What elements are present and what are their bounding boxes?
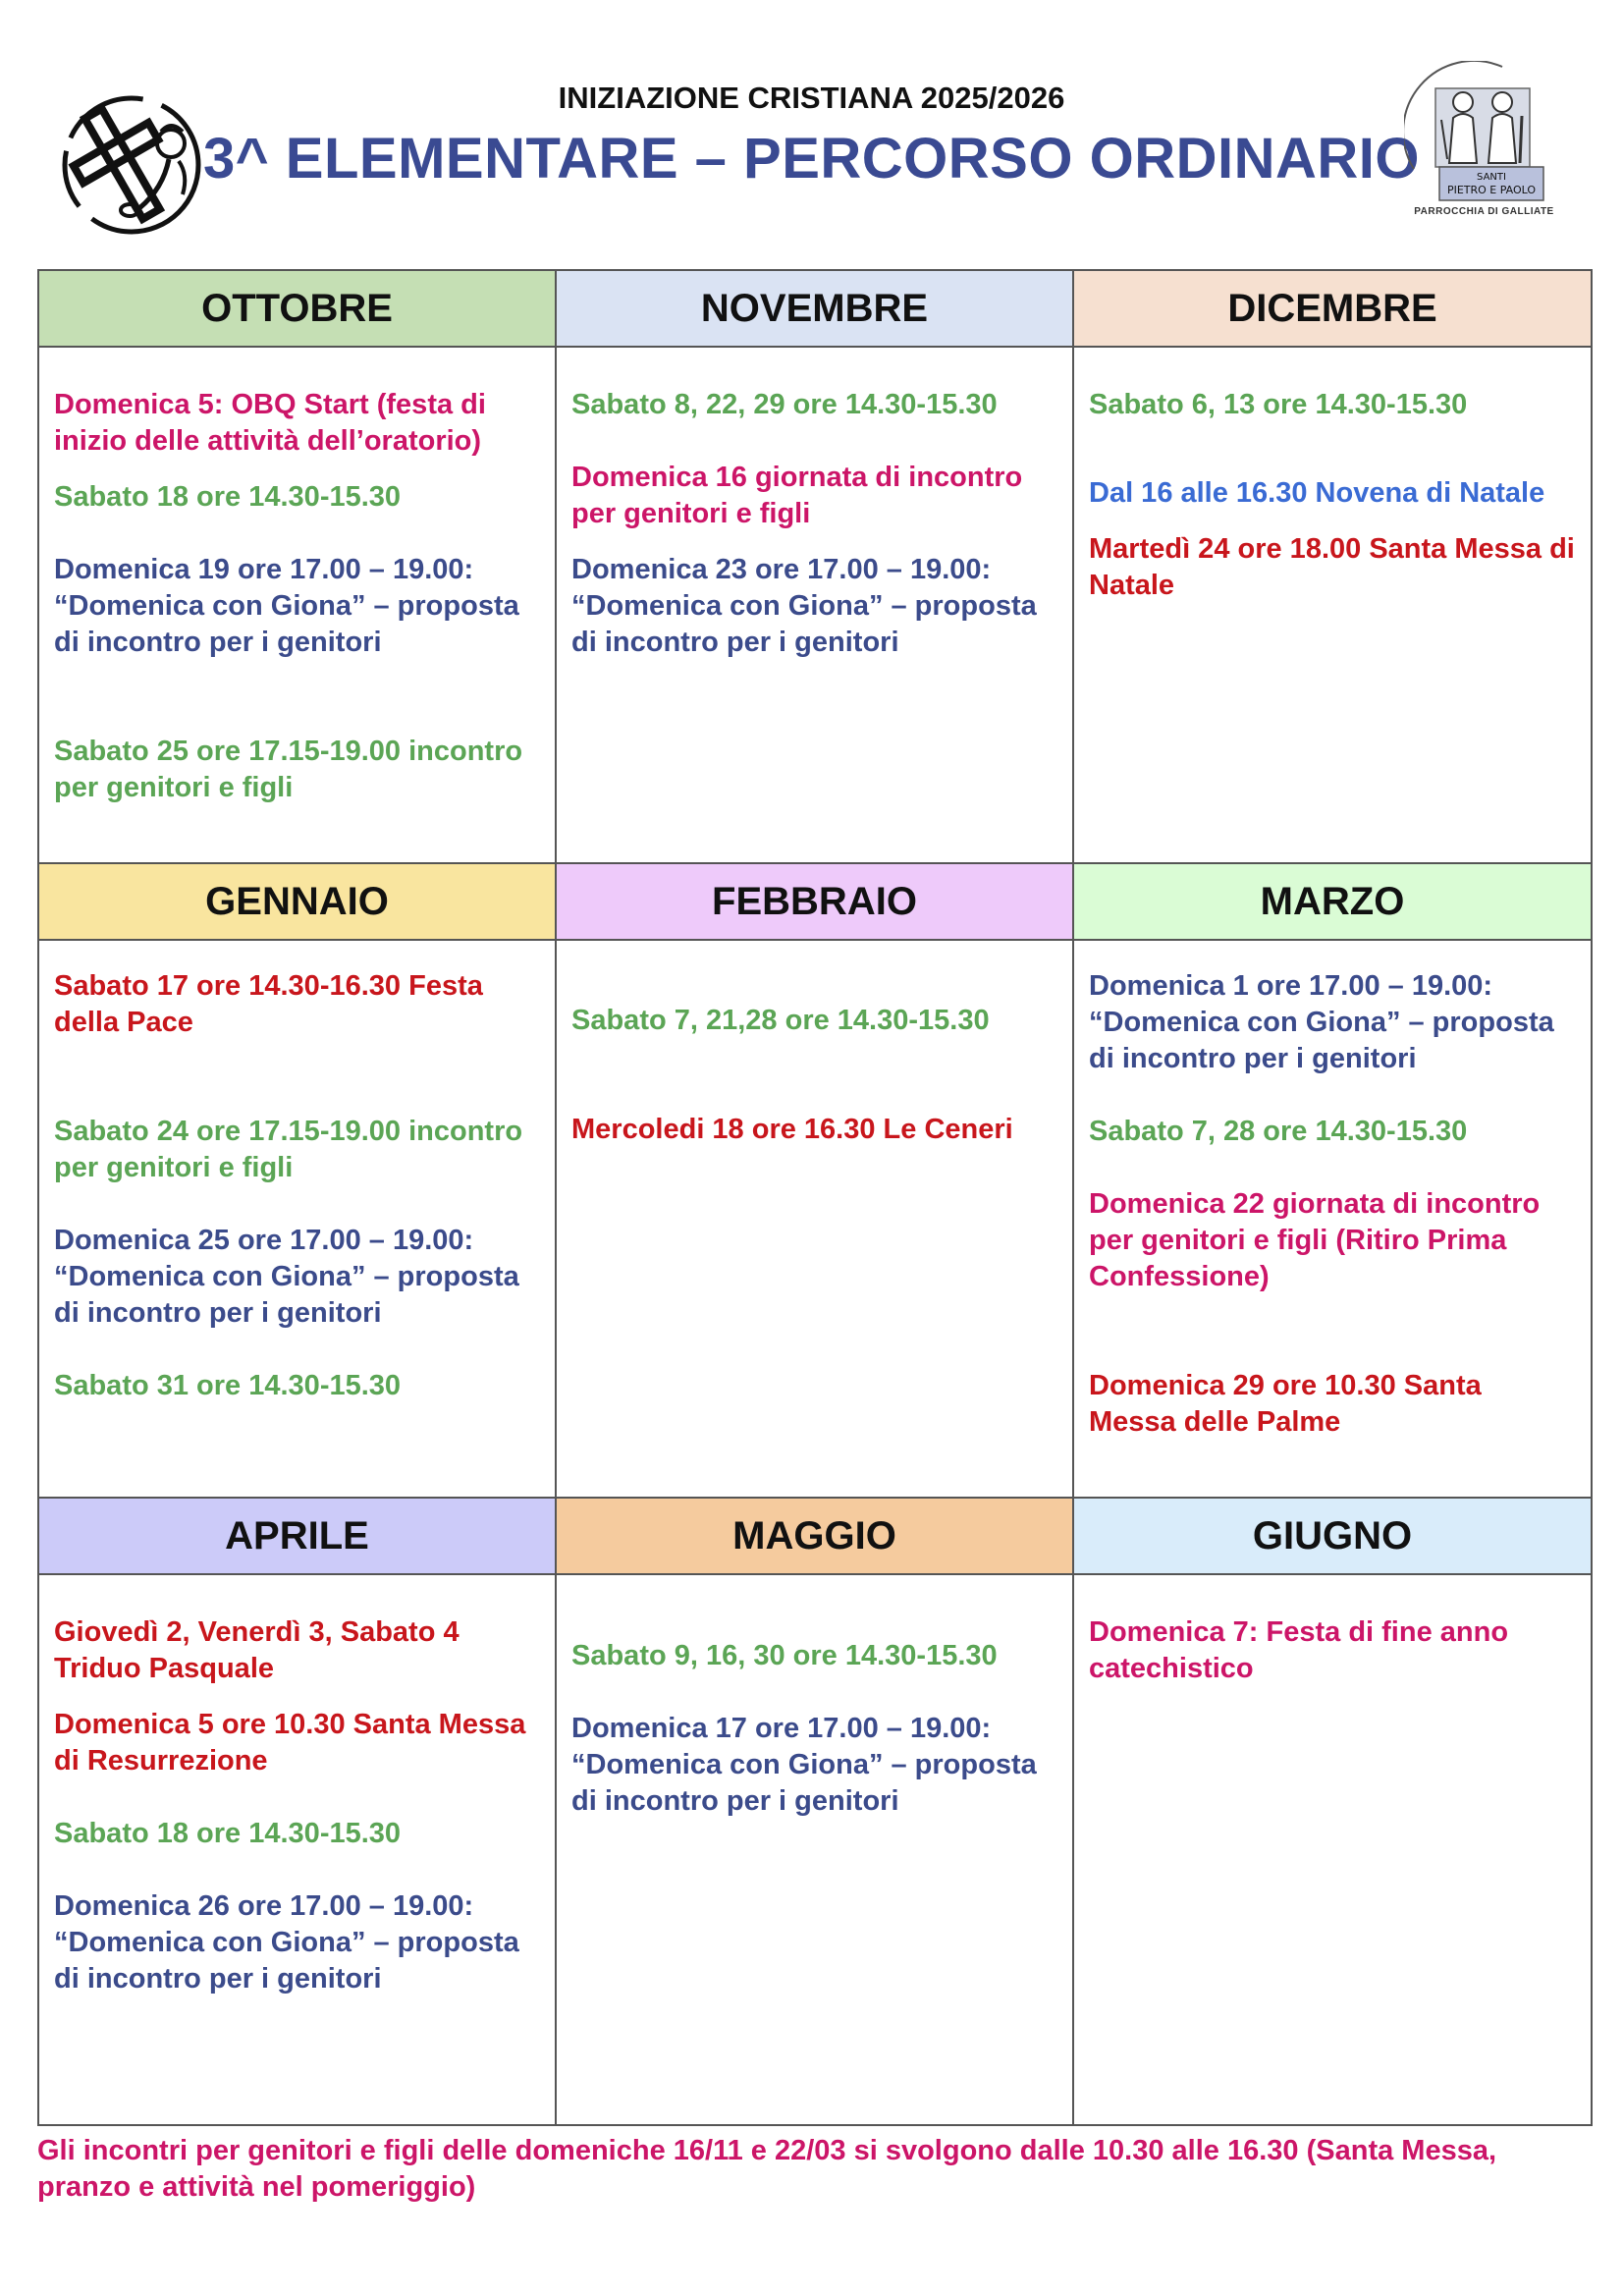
event: Sabato 7, 21,28 ore 14.30-15.30 (571, 1005, 990, 1036)
month-header-febbraio: FEBBRAIO (556, 863, 1073, 940)
event: Domenica 26 ore 17.00 – 19.00: “Domenica con Giona” – proposta di incontro per i genitori (54, 1890, 519, 1995)
event: Domenica 7: Festa di fine anno catechistico (1089, 1616, 1509, 1684)
event: Domenica 17 ore 17.00 – 19.00: “Domenica con Giona” – proposta di incontro per i genitori (571, 1713, 1037, 1817)
month-header-maggio: MAGGIO (556, 1498, 1073, 1574)
event: Sabato 9, 16, 30 ore 14.30-15.30 (571, 1640, 998, 1671)
page-title: 3^ ELEMENTARE – PERCORSO ORDINARIO (203, 127, 1420, 191)
footer-note: Gli incontri per genitori e figli delle domeniche 16/11 e 22/03 si svolgono dalle 10.30 alle 16.30 (Santa Messa, pranzo e attività nel pomeriggio) (37, 2135, 1497, 2203)
page-header (0, 0, 1623, 246)
month-body-row (38, 1574, 1592, 2125)
event: Sabato 8, 22, 29 ore 14.30-15.30 (571, 389, 998, 420)
parish-logo-caption: PARROCCHIA DI GALLIATE (1414, 206, 1554, 217)
event: Martedì 24 ore 18.00 Santa Messa di Natale (1089, 533, 1575, 601)
month-body-row (38, 940, 1592, 1498)
month-header-row (38, 1498, 1592, 1574)
month-header-gennaio: GENNAIO (38, 863, 556, 940)
month-header-novembre: NOVEMBRE (556, 270, 1073, 347)
event: Domenica 29 ore 10.30 Santa Messa delle Palme (1089, 1370, 1482, 1438)
event: Domenica 5: OBQ Start (festa di inizio delle attività dell’oratorio) (54, 389, 486, 457)
month-cell-giugno (1073, 1574, 1592, 2125)
month-header-dicembre: DICEMBRE (1073, 270, 1592, 347)
parish-logo-icon (1404, 61, 1561, 218)
event: Sabato 7, 28 ore 14.30-15.30 (1089, 1116, 1468, 1147)
event: Domenica 22 giornata di incontro per genitori e figli (Ritiro Prima Confessione) (1089, 1188, 1541, 1292)
event: Mercoledi 18 ore 16.30 Le Ceneri (571, 1114, 1013, 1145)
event: Domenica 25 ore 17.00 – 19.00: “Domenica con Giona” – proposta di incontro per i genitori (54, 1225, 519, 1329)
event: Sabato 31 ore 14.30-15.30 (54, 1370, 402, 1401)
month-cell-ottobre (38, 347, 556, 863)
event: Sabato 25 ore 17.15-19.00 incontro per genitori e figli (54, 736, 523, 803)
event: Sabato 18 ore 14.30-15.30 (54, 481, 402, 513)
month-cell-marzo (1073, 940, 1592, 1498)
event: Sabato 18 ore 14.30-15.30 (54, 1818, 402, 1849)
month-header-row (38, 863, 1592, 940)
month-header-ottobre: OTTOBRE (38, 270, 556, 347)
event: Domenica 1 ore 17.00 – 19.00: “Domenica con Giona” – proposta di incontro per i genitori (1089, 970, 1554, 1074)
svg-text:PIETRO E PAOLO: PIETRO E PAOLO (1446, 184, 1537, 196)
month-body-row (38, 347, 1592, 863)
event: Dal 16 alle 16.30 Novena di Natale (1089, 477, 1545, 509)
month-cell-aprile (38, 1574, 556, 2125)
month-header-aprile: APRILE (38, 1498, 556, 1574)
svg-text:SANTI: SANTI (1477, 172, 1506, 183)
event: Giovedì 2, Venerdì 3, Sabato 4 Triduo Pasquale (54, 1616, 460, 1684)
event: Domenica 23 ore 17.00 – 19.00: “Domenica con Giona” – proposta di incontro per i genitori (571, 554, 1037, 658)
month-cell-novembre (556, 347, 1073, 863)
event: Domenica 16 giornata di incontro per genitori e figli (571, 462, 1023, 529)
event: Domenica 19 ore 17.00 – 19.00: “Domenica con Giona” – proposta di incontro per i genitori (54, 554, 519, 658)
month-header-giugno: GIUGNO (1073, 1498, 1592, 1574)
subtitle: INIZIAZIONE CRISTIANA 2025/2026 (558, 81, 1065, 115)
event: Sabato 6, 13 ore 14.30-15.30 (1089, 389, 1468, 420)
month-cell-febbraio (556, 940, 1073, 1498)
calendar-table (37, 269, 1593, 2126)
month-cell-dicembre (1073, 347, 1592, 863)
event: Sabato 17 ore 14.30-16.30 Festa della Pace (54, 970, 483, 1038)
month-header-row (38, 270, 1592, 347)
month-header-marzo: MARZO (1073, 863, 1592, 940)
event: Domenica 5 ore 10.30 Santa Messa di Resurrezione (54, 1709, 526, 1777)
event: Sabato 24 ore 17.15-19.00 incontro per genitori e figli (54, 1116, 523, 1183)
month-cell-gennaio (38, 940, 556, 1498)
month-cell-maggio (556, 1574, 1073, 2125)
